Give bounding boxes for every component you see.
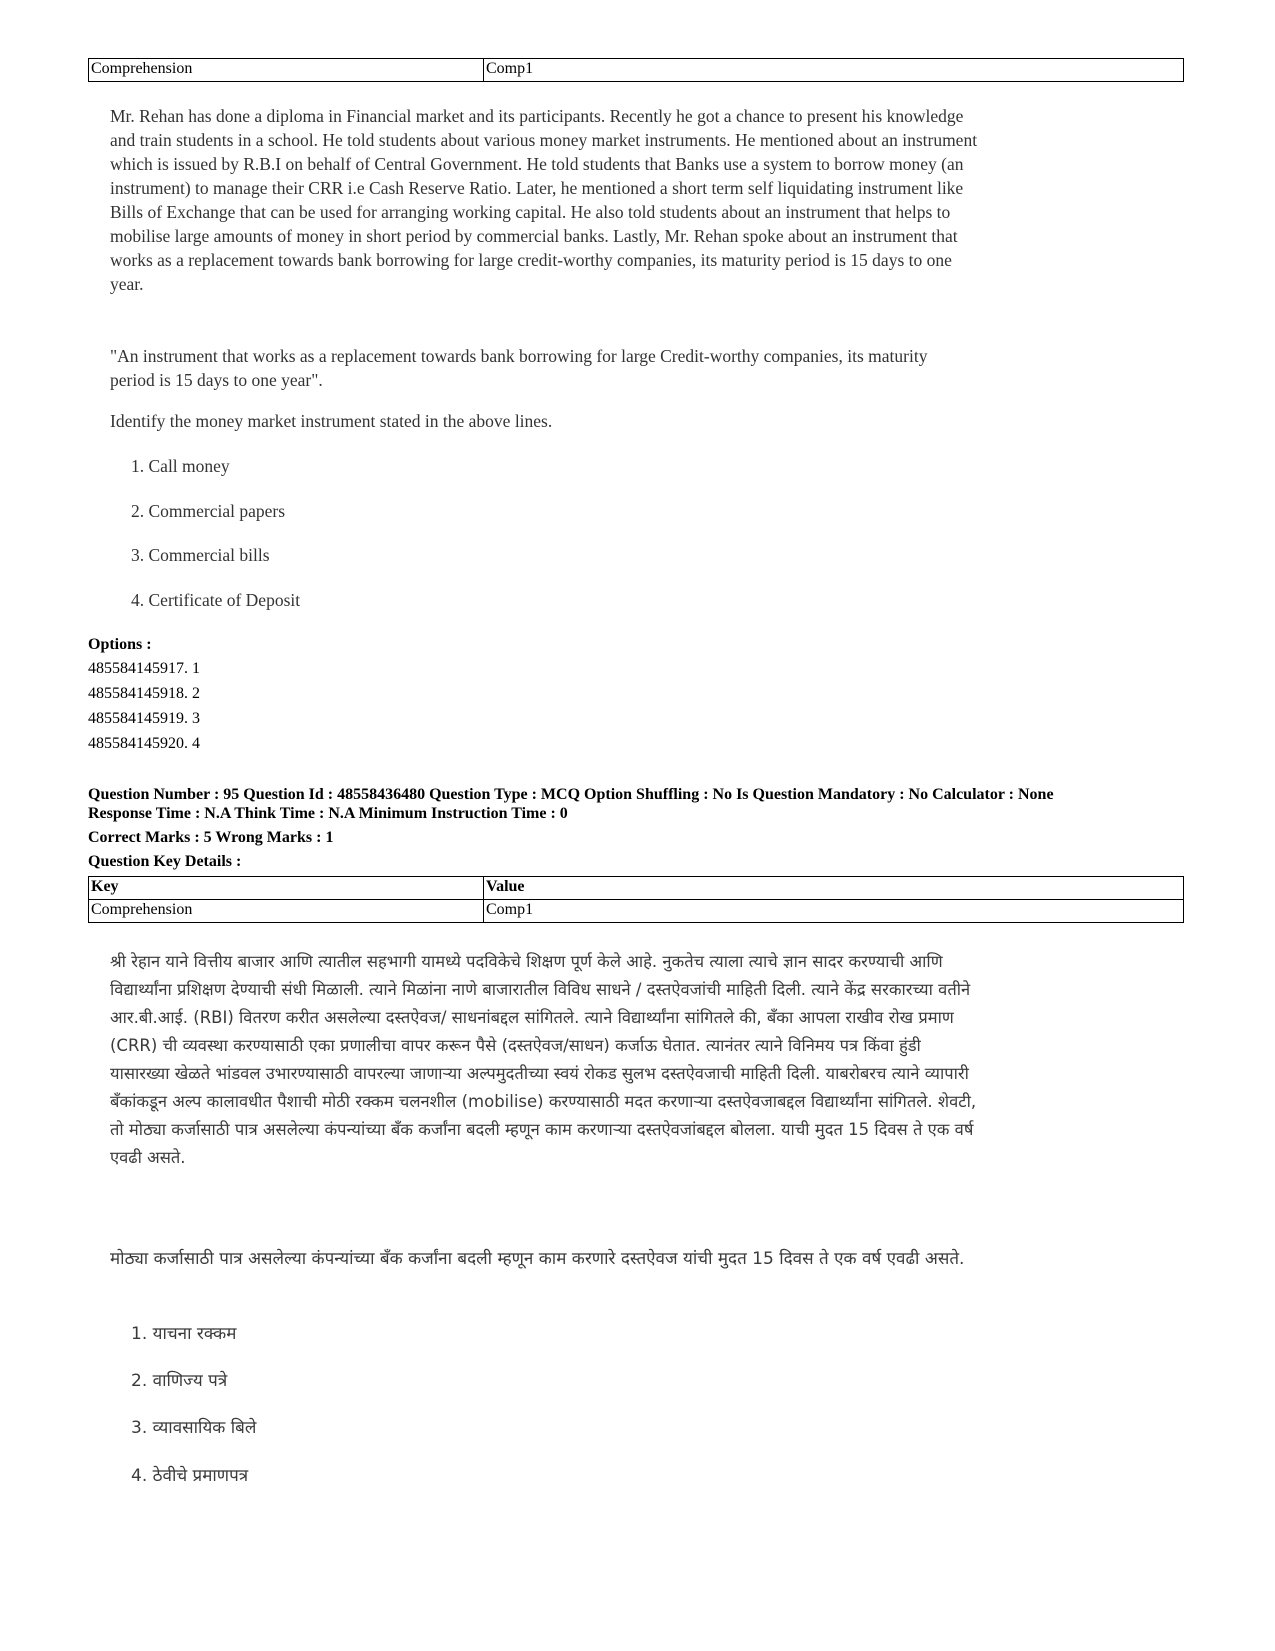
passage-text: श्री रेहान याने वित्तीय बाजार आणि त्यातील सहभागी यामध्ये पदविकेचे शिक्षण पूर्ण केले आहे. नुकतेच त्याला त्याचे ज्ञान सादर करण्याची आणि विद्यार्थ्यांना प्रशिक्षण देण्याची संधी मिळाली. त्याने मिळांना नाणे बाजारातील विविध साधने / दस्तऐवजांची माहिती दिली. त्याने केंद्र सरकारच्या वतीने आर.बी.आई. (RBI) वितरण करीत असलेल्या दस्तऐवज/ साधनांबद्दल सांगितले. त्याने विद्यार्थ्यांना सांगितले की, बँका आपला राखीव रोख प्रमाण (CRR) ची व्यवस्था करण्यासाठी एका प्रणालीचा वापर करून पैसे (दस्तऐवज/साधन) कर्जाऊ घेतात. त्यानंतर त्याने विनिमय पत्र किंवा हुंडी यासारख्या खेळते भांडवल उभारण्यासाठी वापरल्या जाणाऱ्या अल्पमुदतीच्या स्वयं रोकड सुलभ दस्तऐवजाची माहिती दिली. याबरोबरच त्याने व्यापारी बँकांकडून अल्प कालावधीत पैशाची मोठी रक्कम चलनशील (mobilise) करण्यासाठी मदत करणाऱ्या दस्तऐवजाबद्दल विद्यार्थ्यांना सांगितले. शेवटी, तो मोठ्या कर्जासाठी पात्र असलेल्या कंपन्यांच्या बँक कर्जांना बदली म्हणून काम करणाऱ्या दस्तऐवजांबद्दल बोलला. याची मुदत 15 दिवस ते एक वर्ष एवढी असते. xyxy=(110,952,977,1167)
header-key: Key xyxy=(89,877,484,900)
choice-item: 4. ठेवीचे प्रमाणपत्र xyxy=(131,1466,249,1486)
choice-item: 2. Commercial papers xyxy=(131,501,286,521)
question-meta xyxy=(88,785,1188,823)
question-meta-line: Response Time : N.A Think Time : N.A Minimum Instruction Time : 0 xyxy=(88,805,568,822)
option-item: 485584145919. 3 xyxy=(88,710,200,727)
value-cell: Comp1 xyxy=(484,900,1184,923)
passage-english xyxy=(110,104,985,296)
question-english xyxy=(110,409,970,433)
choice-item: 1. याचना रक्कम xyxy=(131,1324,237,1344)
quote-text: "An instrument that works as a replacement towards bank borrowing for large Credit-worthy companies, its maturity period is 15 days to one year". xyxy=(110,346,928,390)
choice-item: 2. वाणिज्य पत्रे xyxy=(131,1371,228,1391)
passage-marathi xyxy=(110,948,985,1172)
table-row xyxy=(89,900,1184,923)
key-cell: Comprehension xyxy=(89,900,484,923)
key-details-heading: Question Key Details : xyxy=(88,853,242,870)
value-cell: Comp1 xyxy=(484,59,1184,82)
choice-item: 1. Call money xyxy=(131,456,230,476)
quote-marathi xyxy=(110,1245,980,1273)
choice-item: 3. Commercial bills xyxy=(131,545,270,565)
header-value: Value xyxy=(484,877,1184,900)
marks-line: Correct Marks : 5 Wrong Marks : 1 xyxy=(88,829,334,846)
key-table-top xyxy=(88,58,1184,82)
table-row xyxy=(89,59,1184,82)
question-text: Identify the money market instrument stated in the above lines. xyxy=(110,411,553,431)
key-cell: Comprehension xyxy=(89,59,484,82)
choice-item: 3. व्यावसायिक बिले xyxy=(131,1418,257,1438)
options-list xyxy=(88,656,200,756)
passage-text: Mr. Rehan has done a diploma in Financial market and its participants. Recently he got a chance to present his knowledge and train students in a school. He told students about various money market instruments. He mentioned about an instrument which is issued by R.B.I on behalf of Central Government. He told students that Banks use a system to borrow money (an instrument) to manage their CRR i.e Cash Reserve Ratio. Later, he mentioned a short term self liquidating instrument like Bills of Exchange that can be used for arranging working capital. He also told students about an instrument that helps to mobilise large amounts of money in short period by commercial banks. Lastly, Mr. Rehan spoke about an instrument that works as a replacement towards bank borrowing for large credit-worthy companies, its maturity period is 15 days to one year. xyxy=(110,106,978,294)
question-meta-line: Question Number : 95 Question Id : 48558436480 Question Type : MCQ Option Shuffling : No Is Question Mandatory : No Calculator : None xyxy=(88,786,1054,803)
option-item: 485584145920. 4 xyxy=(88,735,200,752)
quote-english xyxy=(110,344,970,392)
quote-text: मोठ्या कर्जासाठी पात्र असलेल्या कंपन्यांच्या बँक कर्जांना बदली म्हणून काम करणारे दस्तऐवज यांची मुदत 15 दिवस ते एक वर्ष एवढी असते. xyxy=(110,1249,965,1269)
key-table xyxy=(88,876,1184,923)
choice-item: 4. Certificate of Deposit xyxy=(131,590,301,610)
options-heading: Options : xyxy=(88,636,152,653)
table-header-row xyxy=(89,877,1184,900)
option-item: 485584145918. 2 xyxy=(88,685,200,702)
option-item: 485584145917. 1 xyxy=(88,660,200,677)
